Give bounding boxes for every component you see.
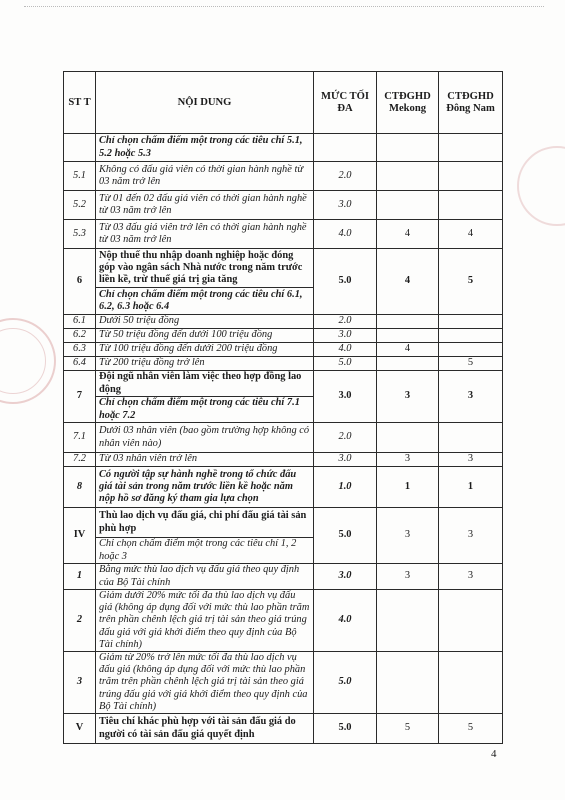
row-stt: 7.2 <box>64 453 96 467</box>
row-dongnam <box>439 423 503 453</box>
row-dongnam <box>439 652 503 714</box>
row-max: 4.0 <box>314 220 377 249</box>
row-content: Từ 03 đấu giá viên trở lên có thời gian hành nghề từ 03 năm trở lên <box>96 220 314 249</box>
row-content: Từ 03 nhân viên trở lên <box>96 453 314 467</box>
row-stt: 6.4 <box>64 357 96 371</box>
row-content: Thù lao dịch vụ đấu giá, chi phí đấu giá tài sản phù hợp <box>96 508 314 538</box>
table-row <box>64 423 503 453</box>
row-subcontent: Chỉ chọn chấm điểm một trong các tiêu chí 1, 2 hoặc 3 <box>96 538 314 564</box>
row-dongnam <box>439 162 503 191</box>
row-content: Không có đấu giá viên có thời gian hành nghề từ 03 năm trở lên <box>96 162 314 191</box>
row-dongnam: 3 <box>439 564 503 590</box>
row-mekong <box>377 191 439 220</box>
table-row <box>64 590 503 652</box>
row-stt: IV <box>64 508 96 564</box>
row-mekong: 3 <box>377 508 439 564</box>
row-dongnam <box>439 315 503 329</box>
row-stt: 5.3 <box>64 220 96 249</box>
table-row <box>64 191 503 220</box>
row-content: Từ 100 triệu đồng đến dưới 200 triệu đồng <box>96 343 314 357</box>
row-stt: 1 <box>64 564 96 590</box>
table-row <box>64 343 503 357</box>
row-dongnam <box>439 329 503 343</box>
table-row <box>64 508 503 538</box>
row-stt <box>64 134 96 162</box>
table-row <box>64 220 503 249</box>
table-header-row <box>64 72 503 134</box>
row-dongnam: 3 <box>439 508 503 564</box>
row-content: Chỉ chọn chấm điểm một trong các tiêu chí 5.1, 5.2 hoặc 5.3 <box>96 134 314 162</box>
table-row <box>64 652 503 714</box>
row-content: Tiêu chí khác phù hợp với tài sản đấu giá do người có tài sản đấu giá quyết định <box>96 714 314 744</box>
row-content: Dưới 03 nhân viên (bao gồm trường hợp không có nhân viên nào) <box>96 423 314 453</box>
row-max: 2.0 <box>314 423 377 453</box>
row-mekong: 1 <box>377 467 439 508</box>
row-mekong <box>377 315 439 329</box>
header-stt: ST T <box>64 72 96 134</box>
table-row <box>64 249 503 288</box>
row-stt: 7.1 <box>64 423 96 453</box>
table-row <box>64 453 503 467</box>
row-dongnam <box>439 191 503 220</box>
header-muc-toi-da: MỨC TỐI ĐA <box>314 72 377 134</box>
row-max: 3.0 <box>314 453 377 467</box>
row-stt: 5.2 <box>64 191 96 220</box>
table-row <box>64 714 503 744</box>
row-max: 5.0 <box>314 249 377 315</box>
row-max: 3.0 <box>314 191 377 220</box>
table-row <box>64 162 503 191</box>
row-content: Giảm dưới 20% mức tối đa thù lao dịch vụ đấu giá (không áp dụng đối với mức thù lao phần trăm trên phần chênh lệch giá trị tài sản theo giá trúng đấu giá với giá khởi điểm theo quy định của Bộ Tài chính) <box>96 590 314 652</box>
row-content: Dưới 50 triệu đồng <box>96 315 314 329</box>
table-row <box>64 329 503 343</box>
row-stt: 5.1 <box>64 162 96 191</box>
row-mekong: 5 <box>377 714 439 744</box>
row-mekong: 4 <box>377 249 439 315</box>
row-stt: 7 <box>64 371 96 423</box>
row-subcontent: Chỉ chọn chấm điểm một trong các tiêu chí 6.1, 6.2, 6.3 hoặc 6.4 <box>96 288 314 315</box>
row-mekong: 4 <box>377 343 439 357</box>
row-mekong <box>377 162 439 191</box>
header-dong-nam: CTĐGHD Đông Nam <box>439 72 503 134</box>
row-stt: 8 <box>64 467 96 508</box>
page-number: 4 <box>491 748 497 760</box>
row-max: 5.0 <box>314 714 377 744</box>
row-dongnam: 4 <box>439 220 503 249</box>
row-dongnam: 5 <box>439 249 503 315</box>
row-dongnam: 1 <box>439 467 503 508</box>
row-max: 2.0 <box>314 315 377 329</box>
scan-top-edge <box>24 0 544 7</box>
row-dongnam <box>439 343 503 357</box>
stamp-seal-right <box>517 146 565 226</box>
row-content: Từ 50 triệu đồng đến dưới 100 triệu đồng <box>96 329 314 343</box>
row-mekong: 4 <box>377 220 439 249</box>
header-noi-dung: NỘI DUNG <box>96 72 314 134</box>
header-mekong: CTĐGHD Mekong <box>377 72 439 134</box>
row-subcontent: Chỉ chọn chấm điểm một trong các tiêu chí 7.1 hoặc 7.2 <box>96 397 314 423</box>
row-dongnam <box>439 590 503 652</box>
row-max: 4.0 <box>314 343 377 357</box>
row-mekong <box>377 357 439 371</box>
row-max: 3.0 <box>314 329 377 343</box>
table-row <box>64 315 503 329</box>
row-content: Đội ngũ nhân viên làm việc theo hợp đồng lao động <box>96 371 314 397</box>
row-dongnam: 5 <box>439 357 503 371</box>
row-max: 2.0 <box>314 162 377 191</box>
row-stt: 2 <box>64 590 96 652</box>
row-max: 5.0 <box>314 508 377 564</box>
row-stt: 3 <box>64 652 96 714</box>
table-row <box>64 134 503 162</box>
table-row <box>64 564 503 590</box>
row-max: 3.0 <box>314 564 377 590</box>
row-max: 5.0 <box>314 652 377 714</box>
row-stt: 6.1 <box>64 315 96 329</box>
row-mekong <box>377 423 439 453</box>
row-content: Nộp thuế thu nhập doanh nghiệp hoặc đóng góp vào ngân sách Nhà nước trong năm trước liền kề, trừ thuế giá trị gia tăng <box>96 249 314 288</box>
row-content: Có người tập sự hành nghề trong tổ chức đấu giá tài sản trong năm trước liền kề hoặc năm nộp hồ sơ đăng ký tham gia lựa chọn <box>96 467 314 508</box>
row-dongnam: 3 <box>439 371 503 423</box>
row-stt: 6.3 <box>64 343 96 357</box>
row-stt: 6 <box>64 249 96 315</box>
table-row <box>64 467 503 508</box>
row-mekong <box>377 134 439 162</box>
row-dongnam <box>439 134 503 162</box>
table-row <box>64 357 503 371</box>
row-mekong: 3 <box>377 453 439 467</box>
row-mekong <box>377 329 439 343</box>
row-max <box>314 134 377 162</box>
criteria-table <box>63 71 503 744</box>
row-stt: 6.2 <box>64 329 96 343</box>
row-max: 1.0 <box>314 467 377 508</box>
row-dongnam: 5 <box>439 714 503 744</box>
row-max: 5.0 <box>314 357 377 371</box>
row-content: Bằng mức thù lao dịch vụ đấu giá theo quy định của Bộ Tài chính <box>96 564 314 590</box>
row-content: Từ 200 triệu đồng trở lên <box>96 357 314 371</box>
row-max: 4.0 <box>314 590 377 652</box>
row-dongnam: 3 <box>439 453 503 467</box>
row-stt: V <box>64 714 96 744</box>
table-row <box>64 371 503 397</box>
row-mekong <box>377 652 439 714</box>
row-content: Từ 01 đến 02 đấu giá viên có thời gian hành nghề từ 03 năm trở lên <box>96 191 314 220</box>
row-mekong <box>377 590 439 652</box>
stamp-seal-left <box>0 318 56 404</box>
row-max: 3.0 <box>314 371 377 423</box>
row-mekong: 3 <box>377 564 439 590</box>
row-content: Giảm từ 20% trở lên mức tối đa thù lao dịch vụ đấu giá (không áp dụng đối với mức thù lao phần trăm trên phần chênh lệch giá trị tài sản theo giá trúng đấu giá với giá khởi điểm theo quy định của Bộ Tài chính) <box>96 652 314 714</box>
row-mekong: 3 <box>377 371 439 423</box>
